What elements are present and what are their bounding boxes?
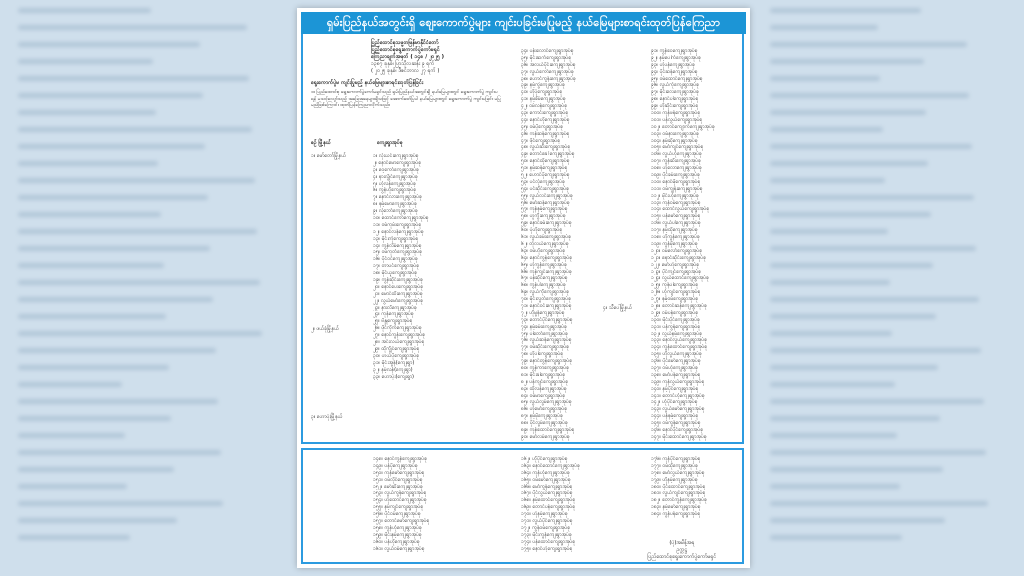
- background-text-blur: [18, 229, 257, 234]
- village-item: ၅၈။ ဟူကွီးကျေးရွာအုပ်စု: [521, 213, 566, 220]
- village-item: ၁၇၉။ ဟိုနမ့်ကျေးရွာအုပ်စု: [651, 476, 698, 483]
- village-item: ၁၇၁။ လွယ်ပိုင်ကျေးရွာအုပ်စု: [521, 518, 573, 525]
- village-item: ၉၄။ ပိုင်ဆန်ကျေးရွာအုပ်စု: [651, 68, 698, 75]
- background-text-blur: [770, 42, 967, 47]
- village-item: ၇၄။ နမ့်ခမ်းကျေးရွာအုပ်စု: [521, 323, 567, 330]
- village-item: ၄၇။ ဖိုင်ကျေးရွာအုပ်စု: [521, 137, 561, 144]
- village-item: ၁၆၁။ လွယ်ဝမ်ကျေးရွာအုပ်စု: [373, 545, 425, 552]
- header-line-3: ကြေညာချက်အမှတ် ( ၁၄၈ / ၂၀၂၅ ): [371, 54, 445, 60]
- village-item: ၇၅။ ပါတော်ကျေးရွာအုပ်စု: [521, 330, 568, 337]
- background-text-blur: [18, 93, 203, 98]
- village-item: ၁၆၂။ ဟိုပိုင်ကျေးရွာအုပ်စု: [521, 456, 568, 462]
- background-text-blur: [18, 484, 127, 489]
- village-item: ၁၁၃။ ကုန်ဝမ်ကျေးရွာအုပ်စု: [651, 199, 701, 206]
- village-item: ၇၁။ နောင်ဝင်းကျေးရွာအုပ်စု: [521, 302, 572, 309]
- village-item: ၅၀။ နောင်ထိုကျေးရွာအုပ်စု: [521, 158, 570, 165]
- village-item: ၁၉။ ကွန်ဆိုင်းကျေးရွာအုပ်စု: [373, 277, 423, 284]
- village-item: ၃၇။ လွယ်ကော်ကျေးရွာအုပ်စု: [521, 68, 574, 75]
- background-text-blur: [18, 331, 262, 336]
- village-item: ၁၄၀။ နမ့်ပိုင်ကျေးရွာအုပ်စု: [651, 385, 699, 392]
- village-item: ၂၄။ ကုန်ကျေးရွာအုပ်စု: [373, 311, 414, 318]
- village-item: ၂၁။ မောင်ထီးကျေးရွာအုပ်စု: [373, 290, 423, 297]
- village-item: ၁၆၉။ တောင်ပန်ကျေးရွာအုပ်စု: [521, 504, 576, 511]
- village-item: ၁၇၅။ နောင်ဟုံကျေးရွာအုပ်စု: [521, 545, 573, 552]
- village-item: ၉၁။ ကွန်ဝေကျေးရွာအုပ်စု: [651, 48, 698, 54]
- village-item: ၁၀၀။ ကုန်ဖန်ကျေးရွာအုပ်စု: [651, 110, 701, 117]
- village-item: ၅၂။ ဟောင်ပိုကျေးရွာအုပ်စု: [521, 172, 570, 179]
- village-item: ၆၀။ ပုံဟိုကျေးရွာအုပ်စု: [521, 227, 563, 234]
- background-text-blur: [18, 127, 252, 132]
- village-item: ၁၈၄။ ကွန်ပန်ကျေးရွာအုပ်စု: [651, 511, 701, 518]
- signature-line-1: (ပုံ)အမိန့်အရ: [669, 540, 695, 546]
- village-item: ၁၆၇။ ပိုင်လွယ်ကျေးရွာအုပ်စု: [521, 490, 573, 497]
- background-text-blur: [770, 484, 900, 489]
- village-item: ၄၄။ နောင်ဟိုကျေးရွာအုပ်စု: [521, 116, 570, 123]
- village-item: ၁၃၇။ ဝမ်ဟုံကျေးရွာအုပ်စု: [651, 364, 698, 371]
- background-text-blur: [770, 416, 940, 421]
- village-item: ၁၅၆။ ပိုင်ဝမ်ကျေးရွာအုပ်စု: [373, 511, 421, 518]
- background-text-blur: [18, 416, 171, 421]
- village-item: ၁၃၆။ ပိုင်မော်ကျေးရွာအုပ်စု: [651, 358, 701, 365]
- village-item: ၃၅။ မိုင်းဆက်ကျေးရွာအုပ်စု: [521, 54, 572, 61]
- background-text-blur: [770, 178, 885, 183]
- village-list-col-3: [651, 48, 715, 441]
- village-item: ၅။ ဟုံလန်ကျေးရွာအုပ်စု: [373, 180, 416, 187]
- background-text-blur: [770, 365, 938, 370]
- village-item: ၁၇၆။ ကုန်ပိုင်ကျေးရွာအုပ်စု: [651, 456, 701, 462]
- village-item: ၂၀။ နောင်ပေးကျေးရွာအုပ်စု: [373, 283, 424, 290]
- background-text-blur: [18, 382, 122, 387]
- village-item: ၂၇။ နောင်ကွန်းကျေးရွာအုပ်စု: [373, 332, 426, 339]
- village-item: ၁၃၂။ လွယ်နမ့်ကျေးရွာအုပ်စု: [651, 330, 703, 337]
- village-item: ၁၀၁။ ပန်လွယ်ကျေးရွာအုပ်စု: [651, 116, 703, 123]
- village-item: ၁၂၄။ လွယ်ထောင်ကျေးရွာအုပ်စု: [651, 275, 709, 282]
- village-item: ၁၂၀။ ဝမ်လော်ကျေးရွာအုပ်စု: [651, 247, 703, 254]
- table-head: [311, 140, 403, 147]
- background-text-blur: [770, 382, 895, 387]
- village-item: ၄၅။ ဝမ်ပိုကျေးရွာအုပ်စု: [521, 123, 564, 130]
- village-item: ၄၃။ ကောင်းကျေးရွာအုပ်စု: [521, 110, 569, 117]
- village-item: ၁၇၃။ မိုင်းကွန်ကျေးရွာအုပ်စု: [521, 531, 572, 538]
- township-label-1: ၁။ မော်တော်မြို့နယ်: [311, 153, 347, 159]
- village-item: ၁၅။ ဝမ်ကုတ်ကျေးရွာအုပ်စု: [373, 249, 423, 256]
- village-item: ၁၂၈။ တောင်ဆန်ကျေးရွာအုပ်စု: [651, 302, 707, 309]
- village-item: ၁၁၀။ နောင်မိုကျေးရွာအုပ်စု: [651, 178, 701, 185]
- background-text-blur: [18, 348, 216, 353]
- village-item: ၁၁၇။ နမ့်ထိုကျေးရွာအုပ်စု: [651, 227, 698, 234]
- village-item: ၅၃။ ပင်လုံကျေးရွာအုပ်စု: [521, 178, 565, 185]
- background-text-blur: [770, 195, 974, 200]
- background-text-blur: [18, 280, 260, 285]
- background-text-blur: [18, 195, 208, 200]
- village-item: ၁၁၅။ ပန်မော်ကျေးရွာအုပ်စု: [651, 213, 701, 220]
- background-text-blur: [18, 297, 213, 302]
- village-item: ၁၅၀။ ကုန်မော်ကျေးရွာအုပ်စု: [373, 469, 425, 476]
- village-item: ၃၈။ ဟောင်ကွန်းကျေးရွာအုပ်စု: [521, 75, 576, 82]
- village-item: ၈၀။ ကွန်ကာကျေးရွာအုပ်စု: [521, 364, 570, 371]
- village-item: ၁၈၀။ ပိုင်ထောင်ကျေးရွာအုပ်စု: [651, 483, 706, 490]
- background-text-blur: [18, 8, 151, 13]
- subject-text: ရွေးကောက်ပွဲမ ကျင်းပြုမည့် နယ်မြေများစာရင်းထုတ်ပြန်ခြင်း: [311, 80, 424, 86]
- village-item: ၄၆။ ကန်ဆန်ကျေးရွာအုပ်စု: [521, 130, 570, 137]
- village-item: ၇၆။ လွယ်ဆန်ကျေးရွာအုပ်စု: [521, 337, 572, 344]
- header-line-1: ပြည်ထောင်စုသမ္မတမြန်မာနိုင်ငံတော်: [371, 40, 439, 46]
- village-item: ၁၀၈။ ဟုံလောကျေးရွာအုပ်စု: [651, 165, 702, 172]
- village-item: ၉၈။ နောင်ပါကျေးရွာအုပ်စု: [651, 96, 699, 103]
- background-text-blur: [18, 42, 200, 47]
- village-item: ၃၀။ ဟယ်ပိုကျေးရွာအုပ်စု: [373, 352, 420, 359]
- village-item: ၇၈။ ဟိုပါကျေးရွာအုပ်စု: [521, 351, 564, 358]
- background-text-blur: [770, 433, 897, 438]
- background-text-blur: [770, 161, 928, 166]
- village-item: ၈၈။ ပိုင်လွမ်ကျေးရွာအုပ်စု: [521, 420, 568, 427]
- village-item: ၁၁၈။ ဟိုကွန်ကျေးရွာအုပ်စု: [651, 234, 700, 241]
- village-item: ၁၆၈။ နမ့်ထောင်ကျေးရွာအုပ်စု: [521, 497, 576, 504]
- village-item: ၃၄။ ပန်းလောင်ကျေးရွာအုပ်စု: [521, 48, 574, 54]
- col-head-villages: ကျေးရွာအုပ်စု: [376, 140, 403, 146]
- village-item: ၄။ နားလွိုင်ကျေးရွာအုပ်စု: [373, 173, 418, 180]
- village-item: ၂၃။ နားလီကျေးရွာအုပ်စု: [373, 304, 417, 311]
- village-item: ၁၃။ မိုင်းကုံကျေးရွာအုပ်စု: [373, 235, 419, 242]
- village-item: ၁၀၆။ လွယ်ဟုံကျေးရွာအုပ်စု: [651, 151, 702, 158]
- village-item: ၉။ လုံဘော်ကျေးရွာအုပ်စု: [373, 208, 418, 215]
- village-item: ၁၅၁။ ဝမ်လိုင်ကျေးရွာအုပ်စု: [373, 476, 423, 483]
- village-item: ၇၂။ ဟိုမွန်ကျေးရွာအုပ်စု: [521, 309, 565, 316]
- background-text-blur: [770, 348, 981, 353]
- village-item: ၃၂။ နမ့်လန်(ကျေးရွာ): [373, 366, 413, 373]
- background-text-blur: [18, 212, 161, 217]
- village-item: ၁၅၃။ လွယ်ကွန်ကျေးရွာအုပ်စု: [373, 490, 427, 497]
- village-list-bottom-col-3: [651, 456, 707, 518]
- village-item: ၁၄၇။ မိုင်းထောင်ကျေးရွာအုပ်စု: [651, 433, 707, 440]
- header-line-4: ၁၃၈၇ ခုနှစ်၊ ပြာသိုလဆန်း ၉ ရက်: [371, 61, 435, 67]
- village-item: ၉၉။ ဟိုဆိုင်းကျေးရွာအုပ်စု: [651, 103, 699, 110]
- village-item: ၄၀။ ဟိုပုံကျေးရွာအုပ်စု: [521, 89, 563, 96]
- village-item: ၆၄။ နောင်ကွန်ကျေးရွာအုပ်စု: [521, 254, 573, 261]
- village-item: ၁၄၄။ ပန်နမ့်ကျေးရွာအုပ်စု: [651, 413, 699, 420]
- village-item: ၉၂။ နမ့်ပေါက်ကျေးရွာအုပ်စု: [651, 54, 701, 61]
- village-item: ၅၇။ ကုန်နမ့်ကျေးရွာအုပ်စု: [521, 206, 568, 213]
- background-text-blur: [770, 212, 931, 217]
- village-item: ၁၁၁။ ဝမ်ကျွန်းကျေးရွာအုပ်စု: [651, 185, 703, 192]
- background-text-blur: [18, 59, 153, 64]
- village-item: ၁၀၅။ မော်ကျင်ကျေးရွာအုပ်စု: [651, 144, 704, 151]
- background-text-blur: [770, 331, 892, 336]
- village-item: ၇။ နောင်လားကျေးရွာအုပ်စု: [373, 194, 422, 201]
- village-list-bottom-col-2: [521, 456, 580, 552]
- village-item: ၄၂။ ဝမ်လန်ကျေးရွာအုပ်စု: [521, 103, 568, 110]
- village-item: ၁၄၈။ နောင်ကွန်ကျေးရွာအုပ်စု: [373, 456, 428, 462]
- village-item: ၆၅။ ဟုံကွန်ကျေးရွာအုပ်စု: [521, 261, 567, 268]
- background-text-blur: [18, 365, 169, 370]
- village-item: ၂၈။ အင်းလယ်ကျေးရွာအုပ်စု: [373, 339, 425, 346]
- village-item: ၅၆။ မော်ဆန်ကျေးရွာအုပ်စု: [521, 199, 570, 206]
- village-item: ၁၆၅။ ဝမ်မော်ကျေးရွာအုပ်စု: [521, 476, 571, 483]
- background-text-blur: [18, 144, 205, 149]
- background-text-blur: [770, 59, 924, 64]
- background-text-blur: [770, 263, 933, 268]
- village-item: ၇၀။ မိုင်းလွတ်ကျေးရွာအုပ်စု: [521, 296, 572, 303]
- village-item: ၇၇။ ဝမ်ဆိုင်းကျေးရွာအုပ်စု: [521, 344, 570, 351]
- background-text-blur: [18, 161, 158, 166]
- village-item: ၁၂၆။ ဟုံကျင်ကျေးရွာအုပ်စု: [651, 289, 701, 296]
- background-text-blur: [770, 76, 880, 81]
- village-item: ၁၈၂။ တောင်ကွန်ကျေးရွာအုပ်စု: [651, 497, 707, 504]
- header-line-2: ပြည်ထောင်စုရွေးကောက်ပွဲကော်မရှင်: [371, 47, 440, 53]
- village-item: ၁၈။ မိုင်ယူကျေးရွာအုပ်စု: [373, 270, 418, 277]
- village-item: ၉၇။ မိုင်းလေကျေးရွာအုပ်စု: [651, 89, 699, 96]
- col-head-township: မြို့နယ်: [318, 140, 331, 146]
- background-text-blur: [18, 467, 174, 472]
- village-item: ၁၅၈။ ကွန်ဟုံကျေးရွာအုပ်စု: [373, 524, 422, 531]
- background-text-blur: [770, 246, 976, 251]
- village-item: ၁၀၄။ နမ့်ဆိုကျေးရွာအုပ်စု: [651, 137, 698, 144]
- village-item: ၈၉။ ကုန်ထောင်ကျေးရွာအုပ်စု: [521, 426, 575, 433]
- background-text-blur: [770, 467, 943, 472]
- signature-line-3: ပြည်ထောင်စုရွေးကောက်ပွဲကော်မရှင်: [647, 554, 717, 560]
- background-text-blur: [770, 8, 921, 13]
- village-item: ၈၄။ ဝမ်မာကျေးရွာအုပ်စု: [521, 392, 566, 399]
- background-text-blur: [18, 399, 218, 404]
- village-item: ၁၃၀။ မိုင်းပိုင်ကျေးရွာအုပ်စု: [651, 316, 700, 323]
- background-text-blur: [770, 144, 972, 149]
- village-item: ၂။ နောင်မောကျေးရွာအုပ်စု: [373, 159, 422, 166]
- village-item: ၂၂။ လွယ်မော်ကျေးရွာအုပ်စု: [373, 297, 424, 304]
- village-item: ၉၆။ လွယ်ကုံကျေးရွာအုပ်စု: [651, 82, 700, 89]
- village-item: ၆၉။ လွယ်ကိုကျေးရွာအုပ်စု: [521, 289, 570, 296]
- background-text-blur: [18, 246, 210, 251]
- banner-title: ရှမ်းပြည်နယ်အတွင်းရှိ စျေးကောက်ပွဲများ ကျင်းပခြင်းမပြုမည့် နယ်မြေများစာရင်းထုတ်ပြန်ကြေညာ: [301, 12, 746, 34]
- village-item: ၁၇၂။ ကွန်ဝမ်ကျေးရွာအုပ်စု: [521, 524, 571, 531]
- village-item: ၁၀။ ထောင်ကော်ကျေးရွာအုပ်စု: [373, 215, 429, 222]
- village-item: ၃၁။ မိုင်းအွန်(ကျေးရွာ): [373, 359, 415, 366]
- village-item: ၁၇၇။ ဝမ်ထိုကျေးရွာအုပ်စု: [651, 462, 698, 469]
- village-item: ၁၀၂။ တောင်ကျောက်ကျေးရွာအုပ်စု: [651, 123, 715, 130]
- background-text-blur: [18, 314, 166, 319]
- village-item: ၁၄၆။ နောင်ပိုင်ကျေးရွာအုပ်စု: [651, 426, 704, 433]
- village-item: ၉၀။ မော်လမ်ကျေးရွာအုပ်စု: [521, 433, 570, 440]
- background-text-blur: [18, 518, 177, 523]
- village-item: ၁၃၃။ နောင်လွယ်ကျေးရွာအုပ်စု: [651, 337, 708, 344]
- village-item: ၈၅။ လွယ်လွမ်ကျေးရွာအုပ်စု: [521, 399, 572, 406]
- background-text-blur: [770, 399, 984, 404]
- village-item: ၈၃။ ထိုလန်ကျေးရွာအုပ်စု: [521, 385, 567, 392]
- village-item: ၁၅၄။ ဟုံထောင်ကျေးရွာအုပ်စု: [373, 497, 427, 504]
- village-item: ၁၄၅။ ဝမ်ကွန်ကျေးရွာအုပ်စု: [651, 420, 701, 427]
- background-text-blur: [18, 263, 164, 268]
- village-item: ၁၂။ နောင်လန်ကျေးရွာအုပ်စု: [373, 228, 424, 235]
- village-item: ၁၁၄။ ထောင်လွယ်ကျေးရွာအုပ်စု: [651, 206, 710, 213]
- background-text-blur: [18, 535, 130, 540]
- village-list-col-1: [373, 153, 429, 380]
- village-item: ၃၃။ ဟောပုံး(ကျေးရွာ): [373, 373, 415, 380]
- village-item: ၇၉။ နောင်တွန်ကျေးရွာအုပ်စု: [521, 358, 573, 365]
- village-item: ၁၃၁။ ပန်ကွန်ကျေးရွာအုပ်စု: [651, 323, 701, 330]
- village-item: ၅၅။ လွယ်လင်းကျေးရွာအုပ်စု: [521, 192, 573, 199]
- village-item: ၁၁၉။ ကွန်မိုကျေးရွာအုပ်စု: [651, 240, 698, 247]
- village-item: ၅၁။ နမ့်ဆန်ကျေးရွာအုပ်စု: [521, 165, 568, 172]
- village-item: ၇၃။ တောင်ပိုင်ကျေးရွာအုပ်စု: [521, 316, 573, 323]
- village-item: ၁၀၃။ ဝမ်နားကျေးရွာအုပ်စု: [651, 130, 699, 137]
- village-item: ၁၈၁။ လွယ်ကျင်ကျေးရွာအုပ်စု: [651, 490, 706, 497]
- village-item: ၂၅။ ဗိန္ဒုကျေးရွာအုပ်စု: [373, 318, 413, 325]
- village-item: ၆၇။ ပန်ဆိုင်ကျေးရွာအုပ်စု: [521, 275, 568, 282]
- background-text-blur: [770, 518, 945, 523]
- background-text-blur: [770, 501, 988, 506]
- village-item: ၁၈၃။ နမ့်မော်ကျေးရွာအုပ်စု: [651, 504, 701, 511]
- village-item: ၉၃။ ဟုံပန်ကျေးရွာအုပ်စု: [651, 61, 695, 68]
- announcement-document: [297, 8, 750, 568]
- background-text-blur: [770, 535, 902, 540]
- village-item: ၁၆၀။ ပန်ဟိုကျေးရွာအုပ်စု: [373, 538, 420, 545]
- background-text-blur: [18, 110, 156, 115]
- village-item: ၃၉။ နမ့်ကွဲကျေးရွာအုပ်စု: [521, 82, 565, 89]
- village-item: ၁၆၆။ မော်ကွန်ကျေးရွာအုပ်စု: [521, 483, 573, 490]
- background-text-blur: [18, 178, 255, 183]
- village-item: ၃။ ဝေ့ကော်ကျေးရွာအုပ်စု: [373, 166, 419, 173]
- village-item: ၁၄။ ကွန်လိမ်ကျေးရွာအုပ်စု: [373, 242, 422, 249]
- signature-block: [627, 540, 737, 561]
- village-item: ၁၄၃။ လွယ်မော်ကျေးရွာအုပ်စု: [651, 406, 705, 413]
- subject-line: [311, 80, 423, 87]
- village-item: ၁၃၅။ ဟိုလွယ်ကျေးရွာအုပ်စု: [651, 351, 702, 358]
- village-item: ၈၂။ ပန်ကျင်ကျေးရွာအုပ်စု: [521, 378, 569, 385]
- village-item: ၆၈။ ကွန်ပါကျေးရွာအုပ်စု: [521, 282, 566, 289]
- background-text-blur: [770, 110, 926, 115]
- village-item: ၁၂၃။ ပိုင်ကျင်ကျေးရွာအုပ်စု: [651, 268, 702, 275]
- village-item: ၅၉။ နောင်ခမ်းကျေးရွာအုပ်စု: [521, 220, 572, 227]
- background-text-blur: [18, 25, 247, 30]
- village-item: ၆၁။ လွယ်ခမ်းကျေးရွာအုပ်စု: [521, 234, 572, 241]
- village-item: ၈၇။ နမ့်မိုကျေးရွာအုပ်စု: [521, 413, 563, 420]
- village-item: ၁၃၉။ ကုန်လွယ်ကျေးရွာအုပ်စု: [651, 378, 705, 385]
- village-item: ၁၄၁။ တောင်ဟုံကျေးရွာအုပ်စု: [651, 392, 705, 399]
- village-item: ၅၄။ ပင်ဆိုင်းကျေးရွာအုပ်စု: [521, 185, 570, 192]
- village-item: ၈။ နမ့်မောကျေးရွာအုပ်စု: [373, 201, 417, 208]
- background-text-blur: [18, 450, 221, 455]
- village-item: ၁၃၈။ မော်ပန်ကျေးရွာအုပ်စု: [651, 371, 701, 378]
- village-item: ၄၈။ လွယ်ဆီးကျေးရွာအုပ်စု: [521, 144, 571, 151]
- village-item: ၁၀၉။ ပိုင်ခမ်းကျေးရွာအုပ်စု: [651, 172, 700, 179]
- village-item: ၁၄၉။ ပန်ပိုကျေးရွာအုပ်စု: [373, 462, 418, 469]
- village-item: ၁၇၀။ ဟုံနမ့်ကျေးရွာအုပ်စု: [521, 511, 568, 518]
- village-item: ၁၂၂။ မော်ဟုံကျေးရွာအုပ်စု: [651, 261, 700, 268]
- village-item: ၁၁၆။ လွယ်ပါကျေးရွာအုပ်စု: [651, 220, 701, 227]
- village-item: ၁၂၇။ နမ့်ဝမ်ကျေးရွာအုပ်စု: [651, 296, 699, 303]
- village-item: ၁၅၇။ တောင်မော်ကျေးရွာအုပ်စု: [373, 518, 430, 525]
- village-item: ၁၇။ တာပင်ကျေးရွာအုပ်စု: [373, 263, 420, 270]
- col-head-sr: စဉ်: [311, 140, 317, 146]
- background-text-blur: [770, 127, 883, 132]
- village-item: ၆၃။ ဝမ်ဟိုကျေးရွာအုပ်စု: [521, 247, 566, 254]
- village-item: ၃၆။ အလယ်ပိုင်းကျေးရွာအုပ်စု: [521, 61, 576, 68]
- village-item: ၈၆။ ဟုံမော်ကျေးရွာအုပ်စု: [521, 406, 568, 413]
- village-item: ၆။ ကွန်ဟိုကျေးရွာအုပ်စု: [373, 187, 417, 194]
- village-item: ၄၁။ နမ့်စိမ်ကျေးရွာအုပ်စု: [521, 96, 566, 103]
- background-text-blur: [18, 433, 125, 438]
- village-item: ၁၇၄။ ပန်ထောင်ကျေးရွာအုပ်စု: [521, 538, 576, 545]
- village-item: ၁၃၄။ ကွန်ထောင်ကျေးရွာအုပ်စု: [651, 344, 708, 351]
- village-item: ၂၆။ ဖိုင်ကိုက်ကျေးရွာအုပ်စု: [373, 325, 422, 332]
- village-item: ၁၆၃။ နောင်ထောင်ကျေးရွာအုပ်စု: [521, 462, 580, 469]
- township-label-2: ၂။ ဖယ်ခုံမြို့နယ်: [311, 326, 339, 332]
- village-item: ၁၅၅။ နမ့်ကျင်ကျေးရွာအုပ်စု: [373, 504, 424, 511]
- village-item: ၆၂။ တုံလယ်ကျေးရွာအုပ်စု: [521, 240, 569, 247]
- background-text-blur: [770, 93, 969, 98]
- background-text-blur: [18, 501, 223, 506]
- intro-paragraph: ၁။ ပြည်ထောင်စု ရွေးကောက်ပွဲကော်မရှင်သည် ရှမ်းပြည်နယ်အတွင်းရှိ နယ်မြေများတွင် ရွေးကောက်ပွဲ ကျင်းပရန် မသင့်လျော်သည့် အခြေအနေများရှိသဖြင့် အောက်ဖော်ပြပါ နယ်မြေများတွင် ရွေးကောက်ပွဲ ကျင်းပခြင်း မပြုမည်ဖြစ်ကြောင်း ထုတ်ပြန်ကြေညာလိုက်သည်။: [311, 90, 501, 108]
- background-text-blur: [18, 76, 249, 81]
- background-text-blur: [770, 297, 979, 302]
- village-item: ၁၆။ ပိုင်ဝင်ကျေးရွာအုပ်စု: [373, 256, 418, 263]
- village-item: ၁၅၉။ မိုင်းနမ့်ကျေးရွာအုပ်စု: [373, 531, 422, 538]
- village-item: ၉၅။ ဝမ်ထောင်ကျေးရွာအုပ်စု: [651, 75, 703, 82]
- background-text-blur: [770, 314, 936, 319]
- header-line-5: ( ၂၀၂၅ ခုနှစ်၊ ဒီဇင်ဘာလ ၂၇ ရက် ): [371, 68, 440, 74]
- village-item: ၁၅၂။ မော်ဆီးကျေးရွာအုပ်စု: [373, 483, 423, 490]
- village-item: ၁၆၄။ ကုန်ဟုံကျေးရွာအုပ်စု: [521, 469, 570, 476]
- village-item: ၁၇၈။ မော်လွယ်ကျေးရွာအုပ်စု: [651, 469, 705, 476]
- village-item: ၁။ လုံးယင်းကျေးရွာအုပ်စု: [373, 153, 419, 159]
- village-item: ၁၄၂။ ဟုံပိုင်ကျေးရွာအုပ်စု: [651, 399, 698, 406]
- background-left-column: [18, 0, 278, 576]
- village-list-bottom-col-1: [373, 456, 429, 552]
- village-item: ၁၀၇။ ကွန်ဆီးကျေးရွာအုပ်စု: [651, 158, 701, 165]
- village-item: ၈၁။ မိုင်းခါကျေးရွာအုပ်စု: [521, 371, 566, 378]
- village-item: ၁၂၁။ နောင်ဆိုင်းကျေးရွာအုပ်စု: [651, 254, 707, 261]
- township-label-4: ၄။ သီပေါမြို့နယ်: [603, 305, 633, 311]
- background-text-blur: [770, 229, 888, 234]
- background-right-column: [770, 0, 1010, 576]
- village-item: ၂၉။ ထိုကွိုင်ကျေးရွာအုပ်စု: [373, 345, 420, 352]
- background-text-blur: [770, 280, 890, 285]
- township-label-3: ၃။ ဟောပုံးမြို့နယ်: [311, 414, 343, 420]
- background-text-blur: [770, 25, 878, 30]
- village-item: ၁၁၂။ မိုင်းဟုံကျေးရွာအုပ်စု: [651, 192, 699, 199]
- header-block: [371, 40, 444, 75]
- village-item: ၁၂၉။ ဝမ်ပန်ကျေးရွာအုပ်စု: [651, 309, 699, 316]
- village-item: ၁၂၅။ ကုန်ပါကျေးရွာအုပ်စု: [651, 282, 699, 289]
- village-item: ၆၆။ ကုန်ကျင်းကျေးရွာအုပ်စု: [521, 268, 572, 275]
- village-item: ၄၉။ တောင်ခေါ်ကျေးရွာအုပ်စု: [521, 151, 575, 158]
- village-item: ၁၁။ ဝမ်ကုမ်းကျေးရွာအုပ်စု: [373, 221, 422, 228]
- signature-line-2: ဥက္ကဋ္ဌ: [676, 547, 688, 553]
- background-text-blur: [770, 450, 986, 455]
- village-list-col-2: [521, 48, 576, 441]
